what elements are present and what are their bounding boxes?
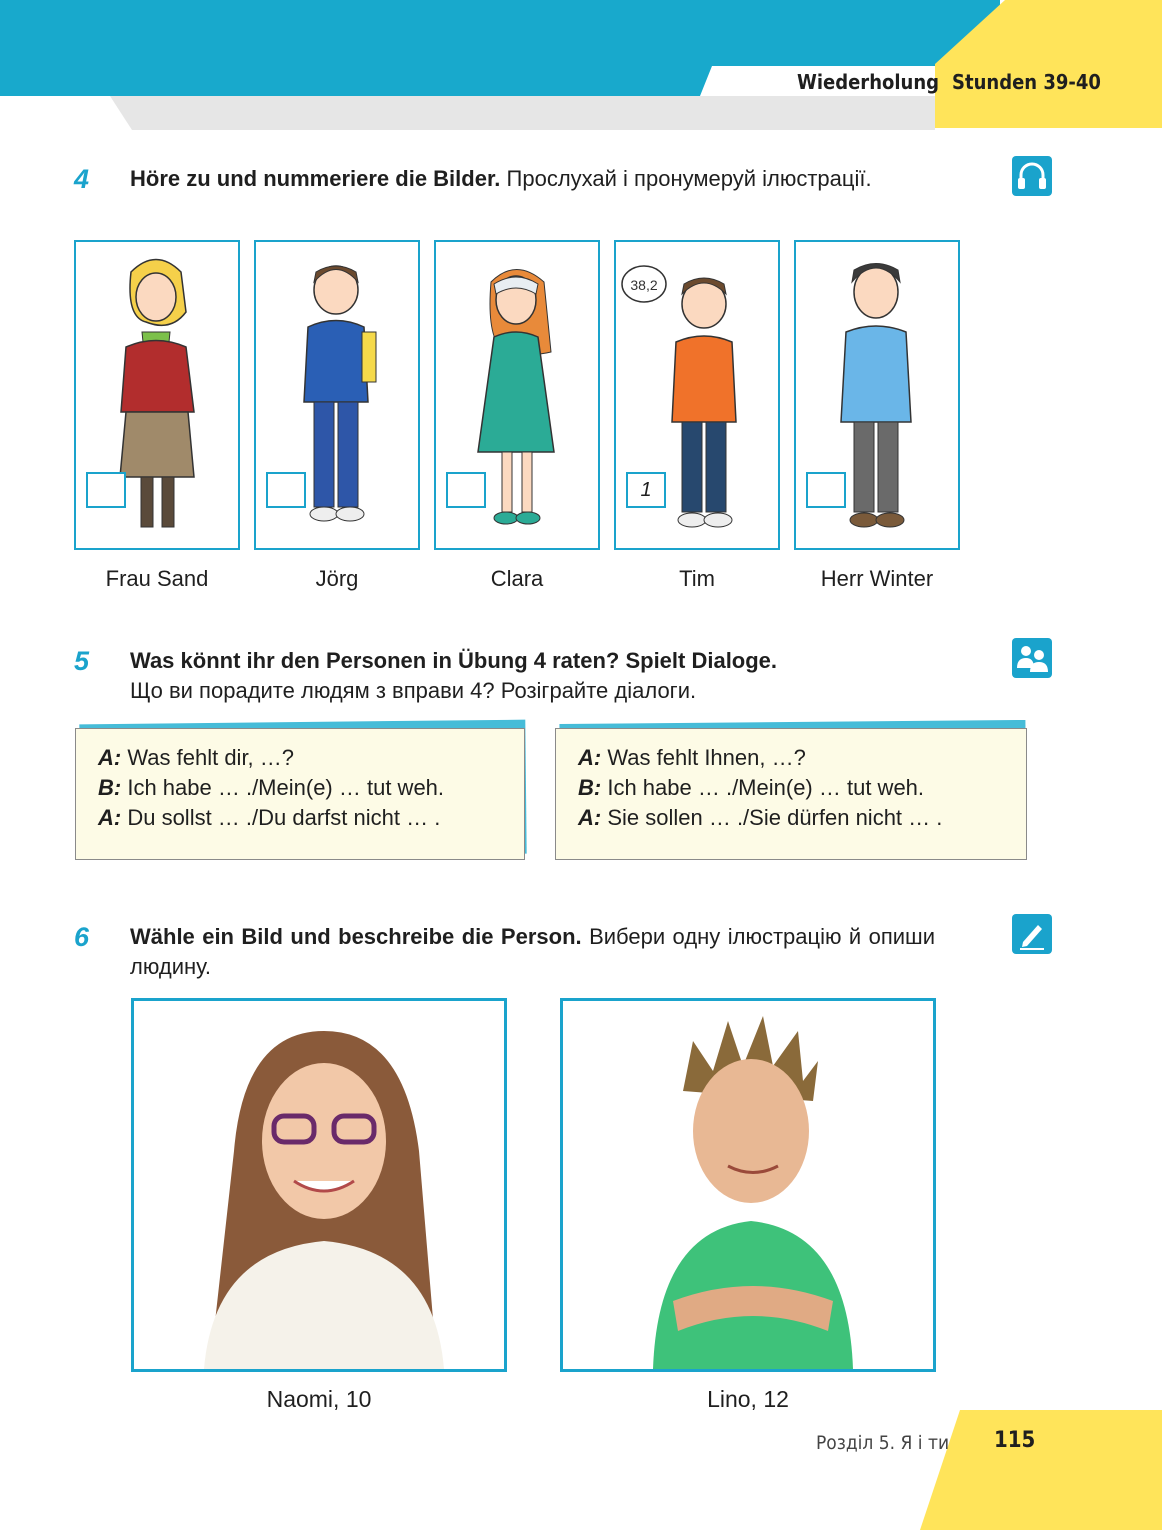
instruction-uk: Прослухай і пронумеруй ілюстрації.	[506, 166, 872, 191]
photo-caption: Lino, 12	[707, 1386, 789, 1412]
pencil-icon	[1012, 914, 1052, 954]
number-box[interactable]: 1	[626, 472, 666, 508]
instruction-uk: Що ви порадите людям з вправи 4? Розіграйте діалоги.	[130, 678, 697, 703]
exercise-instruction	[130, 646, 935, 706]
number-box[interactable]	[806, 472, 846, 508]
page-number: 115	[994, 1428, 1036, 1453]
girl-portrait-photo	[134, 1001, 504, 1369]
dialog-line: A: Du sollst … ./Du darfst nicht … .	[98, 805, 441, 830]
footer-yellow-corner	[920, 1410, 1162, 1530]
number-box[interactable]	[446, 472, 486, 508]
exercise-instruction	[130, 922, 935, 982]
headphones-icon	[1012, 156, 1052, 196]
photo-caption: Naomi, 10	[266, 1386, 372, 1412]
pair-work-icon	[1012, 638, 1052, 678]
picture-caption: Herr Winter	[820, 566, 934, 591]
picture-clara	[434, 240, 600, 550]
exercise-number: 5	[74, 646, 90, 676]
number-box[interactable]	[266, 472, 306, 508]
dialog-box-informal	[75, 728, 525, 860]
instruction-de: Höre zu und nummeriere die Bilder.	[130, 166, 501, 191]
exercise-number: 6	[74, 922, 90, 952]
picture-caption: Tim	[679, 566, 715, 591]
fever-bubble-text: 38,2	[630, 277, 658, 293]
picture-frau-sand	[74, 240, 240, 550]
exercise-instruction	[130, 164, 935, 194]
picture-caption: Clara	[490, 566, 544, 591]
dialog-box-formal	[555, 728, 1027, 860]
picture-herr-winter	[794, 240, 960, 550]
picture-joerg	[254, 240, 420, 550]
lesson-range: Stunden 39-40	[952, 70, 1101, 94]
picture-tim	[614, 240, 780, 550]
section-title: Wiederholung	[797, 70, 940, 94]
instruction-de: Was könnt ihr den Personen in Übung 4 raten? Spielt Dialoge.	[130, 648, 778, 673]
picture-caption: Jörg	[315, 566, 359, 591]
number-box[interactable]	[86, 472, 126, 508]
instruction-de: Wähle ein Bild und beschreibe die Person.	[130, 924, 582, 949]
exercise-number: 4	[74, 164, 90, 194]
photo-lino	[560, 998, 936, 1372]
chapter-title: Розділ 5. Я і ти	[816, 1432, 950, 1454]
instruction-uk: Вибери одну ілюстрацію й опиши людину.	[130, 924, 935, 979]
dialog-line: B: Ich habe … ./Mein(e) … tut weh.	[578, 775, 925, 800]
dialog-line: A: Was fehlt dir, …?	[98, 745, 295, 770]
dialog-line: A: Sie sollen … ./Sie dürfen nicht … .	[578, 805, 943, 830]
picture-caption: Frau Sand	[105, 566, 209, 591]
boy-portrait-photo	[563, 1001, 933, 1369]
header-grey-strip	[110, 96, 935, 130]
dialog-line: A: Was fehlt Ihnen, …?	[578, 745, 806, 770]
photo-naomi	[131, 998, 507, 1372]
dialog-line: B: Ich habe … ./Mein(e) … tut weh.	[98, 775, 445, 800]
